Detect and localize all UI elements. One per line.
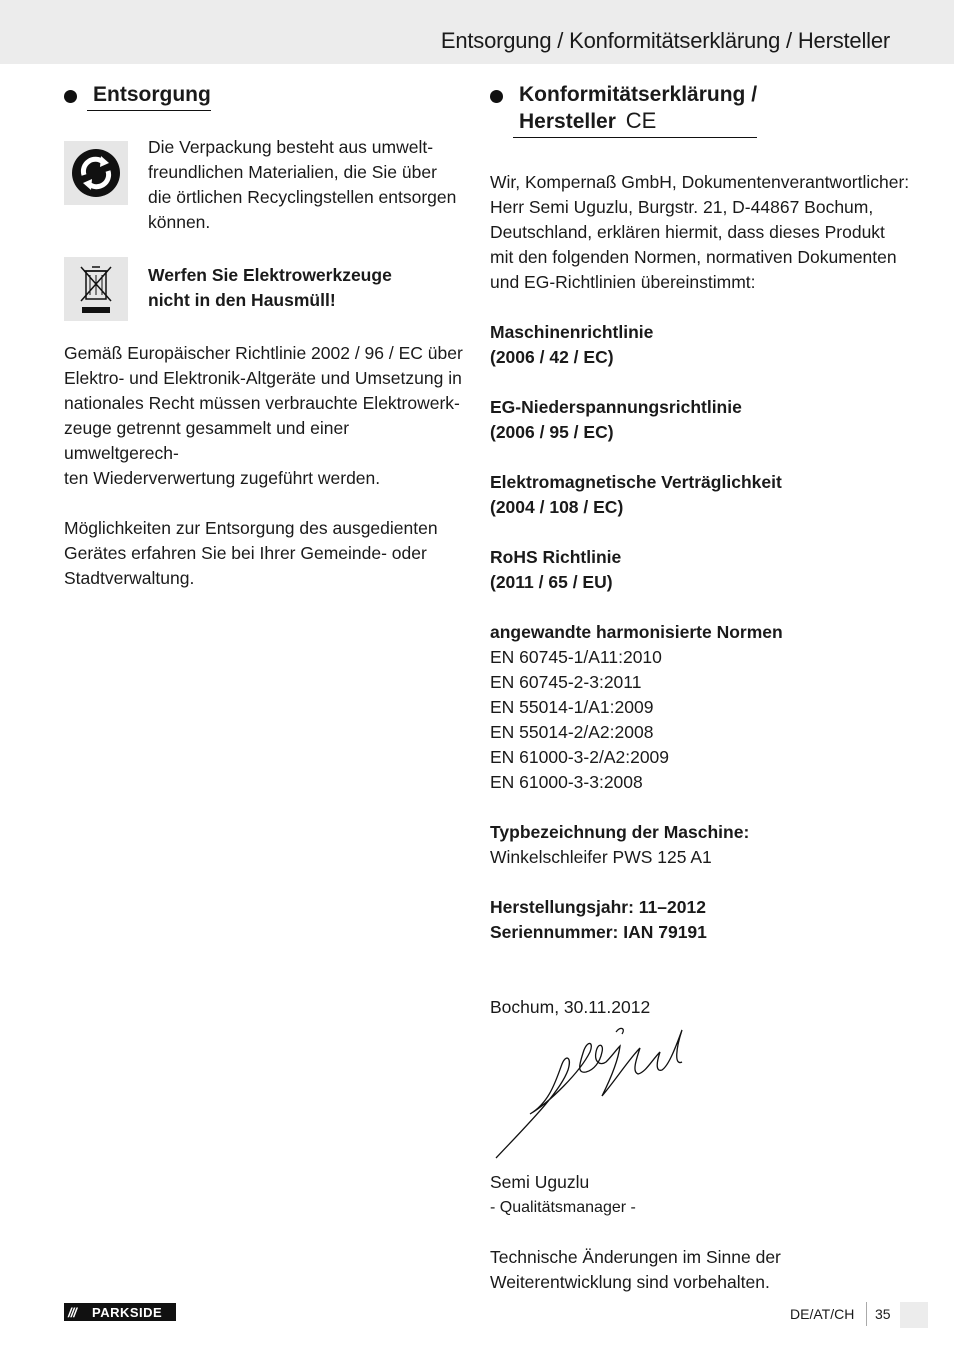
heading-line-2: Hersteller — [519, 110, 616, 133]
directive-number: (2006 / 95 / EC) — [490, 422, 614, 442]
place-date: Bochum, 30.11.2012 — [490, 997, 651, 1017]
norm-item: EN 61000-3-2/A2:2009 — [490, 747, 670, 767]
weee-paragraph — [64, 341, 466, 491]
signer-role: - Qualitätsmanager - — [490, 1199, 636, 1216]
crossed-bin-icon — [64, 257, 128, 321]
type-block — [490, 820, 910, 870]
norms-block — [490, 620, 910, 795]
bin-warning-line: nicht in den Hausmüll! — [148, 290, 336, 310]
signature — [490, 1022, 700, 1167]
footer-marker — [900, 1302, 928, 1328]
recycle-icon — [64, 141, 128, 205]
intro-paragraph — [490, 170, 910, 295]
type-value: Winkelschleifer PWS 125 A1 — [490, 847, 712, 867]
section-heading-entsorgung — [64, 82, 466, 111]
paragraph-line: nationales Recht müssen verbrauchte Elektrowerk- — [64, 393, 460, 413]
directive-name: Maschinenrichtlinie — [490, 322, 654, 342]
norms-heading: angewandte harmonisierte Normen — [490, 622, 783, 642]
directive-name: RoHS Richtlinie — [490, 547, 622, 567]
paragraph-line: mit den folgenden Normen, normativen Dokumenten — [490, 247, 897, 267]
paragraph-line: Wir, Kompernaß GmbH, Dokumentenverantwortlicher: — [490, 172, 910, 192]
closing-line: Technische Änderungen im Sinne der — [490, 1247, 781, 1267]
directive-number: (2004 / 108 / EC) — [490, 497, 624, 517]
paragraph-line: zeuge getrennt gesammelt und einer umweltgerech- — [64, 418, 350, 463]
directive-number: (2011 / 65 / EU) — [490, 572, 613, 592]
left-column — [64, 82, 466, 591]
bin-block — [64, 257, 466, 321]
paragraph-line: ten Wiederverwertung zugeführt werden. — [64, 468, 381, 488]
paragraph-line: Gerätes erfahren Sie bei Ihrer Gemeinde- oder — [64, 543, 427, 563]
signer-name: Semi Uguzlu — [490, 1172, 590, 1192]
ce-icon: CE — [625, 108, 657, 133]
recycle-text-line: die örtlichen Recyclingstellen entsorgen — [148, 187, 457, 207]
bullet-icon — [490, 90, 503, 103]
section-heading-konformitaet — [490, 82, 910, 138]
directive-number: (2006 / 42 / EC) — [490, 347, 614, 367]
paragraph-line: Deutschland, erklären hiermit, dass dieses Produkt — [490, 222, 885, 242]
directive-emv — [490, 470, 910, 520]
norm-item: EN 61000-3-3:2008 — [490, 772, 643, 792]
serial-number: Seriennummer: IAN 79191 — [490, 922, 707, 942]
logo-text: PARKSIDE — [92, 1304, 163, 1320]
norm-item: EN 55014-1/A1:2009 — [490, 697, 654, 717]
disposal-paragraph — [64, 516, 466, 591]
page-header — [0, 0, 954, 64]
page-title: Entsorgung / Konformitätserklärung / Hersteller — [440, 28, 890, 53]
type-label: Typbezeichnung der Maschine: — [490, 822, 750, 842]
bin-warning-line: Werfen Sie Elektrowerkzeuge — [148, 265, 392, 285]
recycle-block — [64, 137, 466, 235]
production-year: Herstellungsjahr: 11–2012 — [490, 897, 706, 917]
page-number: 35 — [875, 1306, 891, 1322]
paragraph-line: Möglichkeiten zur Entsorgung des ausgedienten — [64, 518, 438, 538]
heading-text: Entsorgung — [87, 82, 211, 111]
directive-niederspannung — [490, 395, 910, 445]
norm-item: EN 60745-2-3:2011 — [490, 672, 642, 692]
footer-divider — [866, 1302, 867, 1326]
bullet-icon — [64, 90, 77, 103]
paragraph-line: und EG-Richtlinien übereinstimmt: — [490, 272, 756, 292]
directive-maschinen — [490, 320, 910, 370]
recycle-text-line: Die Verpackung besteht aus umwelt- — [148, 137, 434, 157]
paragraph-line: Stadtverwaltung. — [64, 568, 195, 588]
norm-item: EN 60745-1/A11:2010 — [490, 647, 662, 667]
closing-line: Weiterentwicklung sind vorbehalten. — [490, 1272, 770, 1292]
parkside-logo — [64, 1303, 176, 1321]
heading-line-1: Konformitätserklärung / — [519, 83, 758, 106]
paragraph-line: Elektro- und Elektronik-Altgeräte und Umsetzung in — [64, 368, 462, 388]
logo-stripes: /// — [68, 1304, 76, 1320]
recycle-text-line: freundlichen Materialien, die Sie über — [148, 162, 437, 182]
directive-rohs — [490, 545, 910, 595]
footer-language: DE/AT/CH — [790, 1306, 855, 1322]
directive-name: EG-Niederspannungsrichtlinie — [490, 397, 742, 417]
recycle-text-line: können. — [148, 212, 211, 232]
production-block — [490, 895, 910, 945]
directive-name: Elektromagnetische Verträglichkeit — [490, 472, 782, 492]
paragraph-line: Gemäß Europäischer Richtlinie 2002 / 96 / EC über — [64, 343, 463, 363]
paragraph-line: Herr Semi Uguzlu, Burgstr. 21, D-44867 Bochum, — [490, 197, 874, 217]
norm-item: EN 55014-2/A2:2008 — [490, 722, 654, 742]
